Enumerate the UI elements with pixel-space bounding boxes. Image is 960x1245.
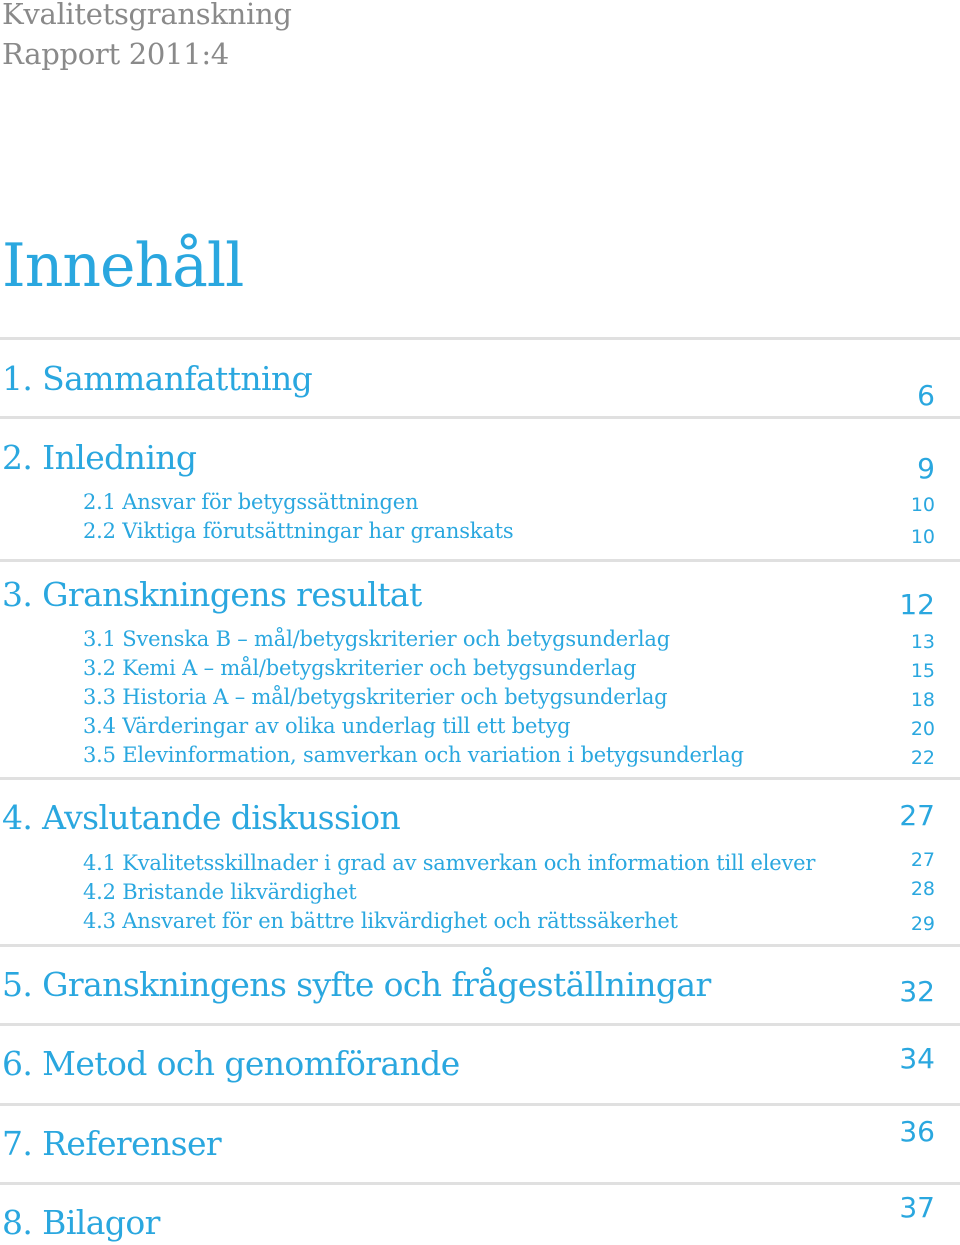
toc-section-2-page: 9 bbox=[917, 452, 935, 485]
divider bbox=[0, 416, 960, 419]
toc-subsection[interactable]: 3.2 Kemi A – mål/betygskriterier och betygsunderlag bbox=[83, 656, 637, 680]
report-series-title: Kvalitetsgranskning bbox=[2, 0, 292, 31]
page-title: Innehåll bbox=[2, 231, 244, 301]
divider bbox=[0, 337, 960, 340]
toc-section-7[interactable]: 7. Referenser bbox=[2, 1124, 222, 1163]
toc-subsection-page: 28 bbox=[910, 878, 935, 900]
toc-section-5[interactable]: 5. Granskningens syfte och frågeställningar bbox=[2, 965, 711, 1004]
toc-subsection-page: 10 bbox=[910, 494, 935, 516]
toc-section-3[interactable]: 3. Granskningens resultat bbox=[2, 575, 422, 614]
toc-subsection[interactable]: 3.4 Värderingar av olika underlag till ett betyg bbox=[83, 714, 571, 738]
toc-subsection-page: 22 bbox=[910, 747, 935, 769]
toc-subsection-page: 15 bbox=[910, 660, 935, 682]
toc-subsection-page: 29 bbox=[910, 913, 935, 935]
toc-subsection-page: 10 bbox=[910, 526, 935, 548]
divider bbox=[0, 1103, 960, 1106]
toc-subsection-page: 13 bbox=[910, 631, 935, 653]
toc-section-8-page: 37 bbox=[899, 1191, 935, 1224]
divider bbox=[0, 1182, 960, 1185]
toc-section-3-page: 12 bbox=[899, 588, 935, 621]
toc-section-7-page: 36 bbox=[899, 1115, 935, 1148]
toc-section-4[interactable]: 4. Avslutande diskussion bbox=[2, 798, 401, 837]
toc-subsection[interactable]: 3.3 Historia A – mål/betygskriterier och betygsunderlag bbox=[83, 685, 668, 709]
toc-section-6[interactable]: 6. Metod och genomförande bbox=[2, 1044, 460, 1083]
toc-subsection[interactable]: 2.2 Viktiga förutsättningar har granskats bbox=[83, 519, 514, 543]
toc-section-8[interactable]: 8. Bilagor bbox=[2, 1203, 160, 1242]
toc-section-5-page: 32 bbox=[899, 975, 935, 1008]
toc-subsection-page: 20 bbox=[910, 718, 935, 740]
toc-section-2[interactable]: 2. Inledning bbox=[2, 438, 197, 477]
toc-subsection-page: 18 bbox=[910, 689, 935, 711]
divider bbox=[0, 777, 960, 780]
report-number: Rapport 2011:4 bbox=[2, 37, 229, 71]
toc-subsection[interactable]: 3.1 Svenska B – mål/betygskriterier och betygsunderlag bbox=[83, 627, 670, 651]
toc-section-1-page: 6 bbox=[917, 379, 935, 412]
divider bbox=[0, 944, 960, 947]
divider bbox=[0, 559, 960, 562]
toc-section-1[interactable]: 1. Sammanfattning bbox=[2, 359, 313, 398]
toc-subsection[interactable]: 4.2 Bristande likvärdighet bbox=[83, 880, 357, 904]
divider bbox=[0, 1023, 960, 1026]
toc-subsection-page: 27 bbox=[910, 849, 935, 871]
toc-subsection[interactable]: 3.5 Elevinformation, samverkan och variation i betygsunderlag bbox=[83, 743, 744, 767]
toc-section-4-page: 27 bbox=[899, 799, 935, 832]
toc-section-6-page: 34 bbox=[899, 1042, 935, 1075]
toc-subsection[interactable]: 4.3 Ansvaret för en bättre likvärdighet och rättssäkerhet bbox=[83, 909, 678, 933]
toc-subsection[interactable]: 2.1 Ansvar för betygssättningen bbox=[83, 490, 419, 514]
toc-subsection[interactable]: 4.1 Kvalitetsskillnader i grad av samverkan och information till elever bbox=[83, 851, 816, 875]
